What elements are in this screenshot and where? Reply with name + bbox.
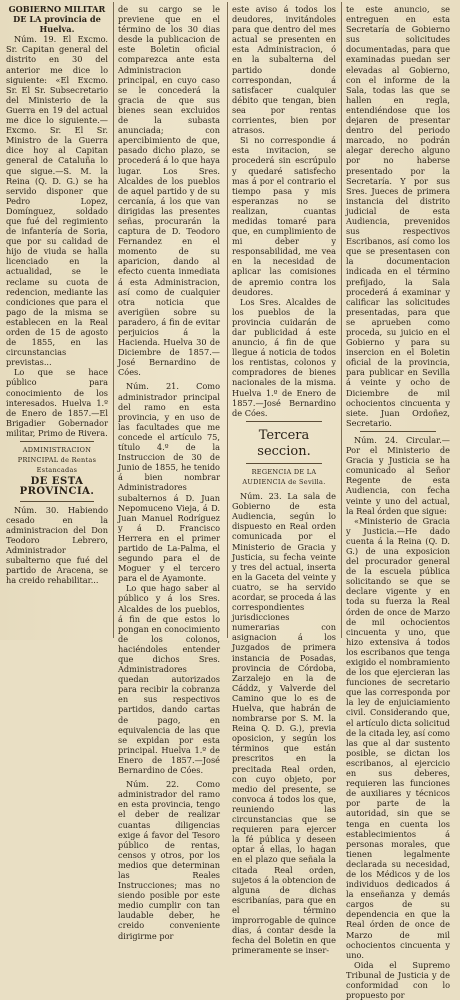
article-paragraph: Núm. 23. La sala de Gobierno de esta Audiencia, según lo dispuesto en Real orden comunicada por el Ministerio de Gracia y Justicia, su fecha veinte y tres del actual, inserta en la Gaceta del veinte y cuatro, se ha servido acordar, se proceda á las correspondientes jurisdicciones numerarias con asignacion á los Juzgados de primera instancia de Posadas, provincia de Córdoba, Zarzalejo en la de Cáddz, y Valverde del Camino que lo es de Huelva, que habrán de nombrarse por S. M. la Reina Q. D. G.), previa oposicion, y según los términos que están prescritos en la precitada Real orden, con cuyo objeto, por medio del presente, se convoca á todos los que, reuniendo las circunstancias que se requieren para ejercer la fé pública y deseen optar á ellas, lo hagan en el plazo que señala la citada Real orden, sujetos á la obtencion de alguna de dichas escribanías, para que en el término improrrogable de quince dias, á contar desde la fecha del Boletin en que primeramente se inser- xyxy=(232,491,336,956)
section-heading-tercera-seccion: Tercera seccion. xyxy=(257,427,311,459)
horizontal-rule xyxy=(20,441,94,442)
horizontal-rule xyxy=(246,421,322,422)
horizontal-rule xyxy=(246,463,322,464)
article-paragraph: Los Sres. Alcaldes de los pueblos de la provincia cuidarán de dar publicidad á este anuncio, á fin de que llegue á noticia de todos los rentistas, colonos y compradores de bienes nacionales de la misma. Huelva 1.º de Enero de 1857.—José Bernardino de Cóes. xyxy=(232,296,336,418)
section-heading-gobierno-militar: GOBIERNO MILITAR DE LA provincia de Huelva. xyxy=(8,4,106,35)
article-paragraph: Núm. 22. Como administrador del ramo en esta provincia, tengo el deber de realizar cuantas diligencias exige á favor del Tesoro público de rentas, censos y otros, por los medios que determinan las Reales Instrucciones; mas no siendo posible por este medio cumplir con tan laudable deber, he creido conveniente dirigirme por xyxy=(118,779,220,941)
section-heading-provincia: DE ESTA PROVINCIA. xyxy=(19,476,95,498)
administracion-caption: ADMINISTRACION PRINCIPAL de Rentas Estancadas xyxy=(17,446,97,475)
article-paragraph: Lo que se hace público para conocimiento de los interesados. Huelva 1.º de Enero de 1857.—El Brigadier Gobernador militar, Primo de Rivera. xyxy=(6,367,108,438)
article-paragraph: «Ministerio de Gracia y Justicia.—He dado cuenta á la Reina (Q. D. G.) de una exposicion del procurador general de la escuela pública solicitando se que se declare vigente y en toda su fuerza la Real órden de once de Marzo de mil ochocientos cincuenta y uno, que hizo extensiva á todos los escribanos que tenga exigido el nombramiento de los que ejercieran las funciones de secretario que las corresponda por la ley de enjuiciamiento civil. Considerando que, el artículo dicta solicitud de la citada ley, así como las que al dar sustento posible, se dictan los escribanos, al ejercicio en sus deberes, requieren las funciones de auxiliares y técnicos por parte de la autoridad, sin que se tenga en cuenta los establecimientos á personas morales, que tienen legalmente declarada su necesidad, de los Médicos y de los individuos dedicados á la enseñanza y demás cargos de su dependencia en que la Real órden de once de Marzo de mil ochocientos cincuenta y uno. xyxy=(346,515,450,960)
horizontal-rule xyxy=(360,431,436,432)
article-paragraph: Núm. 24. Circular.—Por el Ministerio de Gracia y Justicia se ha comunicado al Señor Regente de esta Audiencia, con fecha veinte y uno del actual, la Real órden que sigue: xyxy=(346,434,450,516)
column-1 xyxy=(6,4,108,636)
article-paragraph: Lo que hago saber al público y á los Sres. Alcaldes de los pueblos, á fin de que estos lo pongan en conocimiento de los colonos, haciéndoles entender que dichos Sres. Administradores quedan autorizados para recibir la cobranza en sus respectivos partidos, dando cartas de pago, en equivalencia de las que se expidan por esta principal. Huelva 1.º de Enero de 1857.—José Bernardino de Cóes. xyxy=(118,583,220,776)
horizontal-rule xyxy=(20,501,94,502)
article-paragraph: este aviso á todos los deudores, invitándoles para que dentro del mes actual se presenten en esta Administracion, ó en la subalterna del partido donde correspondan, á satisfacer cualquier débito que tengan, bien sea por rentas corrientes, bien por atrasos. xyxy=(232,4,336,136)
article-paragraph: te este anuncio, se entreguen en esta Secretaría de Gobierno sus solicitudes documentadas, para que examinadas puedan ser elevadas al Gobierno, con el informe de la Sala, todas las que se hallen en regla, entendiéndose que los dejaren de presentar dentro del periodo marcado, no podrán alegar derecho alguno por no haberse presentado por la Secretaría. Y por sus Sres. Jueces de primera instancia del distrito judicial de esta Audiencia, prevenidos sus respectivos Escribanos, así como los que se presentasen con la documentacion indicada en el término prefijado, la Sala procederá á examinar y calificar las solicitudes presentadas, para que se aprueben como proceda, su juicio en el Gobierno y para su insercion en el Boletin oficial de la provincia, para publicar en Sevilla á veinte y ocho de Diciembre de mil ochocientos cincuenta y siete. Juan Ordoñez, Secretario. xyxy=(346,4,450,428)
section-subheading-regencia: REGENCIA DE LA AUDIENCIA de Sevilla. xyxy=(242,467,326,486)
article-paragraph: Si no correspondie á esta invitacion, se procederá sin escrúpulo y quedaré satisfecho mas á por el contrario el tiempo pasa y mis esperanzas no se realizan, cuantas medidas tomaré para que, en cumplimiento de mi deber y responsabilidad, me vea en la necesidad de aplicar las comisiones de apremio contra los deudores. xyxy=(232,135,336,297)
column-divider xyxy=(113,2,114,638)
article-paragraph: Oida el Supremo Tribunal de Justicia y de conformidad con lo propuesto por xyxy=(346,959,450,1000)
column-divider xyxy=(227,2,228,638)
column-3 xyxy=(232,4,336,956)
article-paragraph: Núm. 19. El Excmo. Sr. Capitan general del distrito en 30 del anterior me dice lo siguiente: «El Excmo. Sr. El Sr. Subsecretario del Ministerio de la Guerra en 19 del actual me dice lo siguiente.—Excmo. Sr. El Sr. Ministro de la Guerra dice hoy al Capitan general de Cataluña lo que sigue.—S. M. la Reina (Q. D. G.) se ha servido disponer que Pedro Lopez, Domínguez, soldado que fué del regimiento de infantería de Soria, que por su calidad de hijo de viuda se halla licenciado en la actualidad, se le reclame su cuota de redencion, mediante las condiciones que para el pago de la misma se establecen en la Real orden de 15 de agosto de 1855, en las circunstancias previstas... xyxy=(6,34,108,368)
article-paragraph: Núm. 21. Como administrador principal del ramo en esta provincia, y en uso de las facultades que me concede el artículo 75, título 4.º de la Instruccion de 30 de Junio de 1855, he tenido á bien nombrar Administradores subalternos á D. Juan Nepomuceno Vieja, á D. Juan Manuel Rodríguez y á D. Francisco Herrera en el primer partido de La-Palma, el segundo para el de Moguer y el tercero para el de Ayamonte. xyxy=(118,381,220,584)
article-paragraph: de su cargo se le previene que en el término de los 30 dias desde la publicacion de este Boletin oficial comparezca ante esta Administracion principal, en cuyo caso se le concederá la gracia de que sus bienes sean excluidos de la subasta anunciada; con apercibimiento de que, pasado dicho plazo, se procederá á lo que haya lugar. Los Sres. Alcaldes de los pueblos de aquel partido y de su cercanía, á los que van dirigidas las presentes señas, procurarán la captura de D. Teodoro Fernandez en el momento de su aparicion, dando al efecto cuenta inmediata á esta Administracion, así como de cualquier otra noticia que averigüen sobre su paradero, á fin de evitar perjuicios á la Hacienda. Huelva 30 de Diciembre de 1857.—José Bernardino de Cóes. xyxy=(118,4,220,378)
column-2 xyxy=(118,4,220,941)
article-paragraph: Núm. 30. Habiendo cesado en la administracion del Don Teodoro Lebrero, Administrador subalterno que fué del partido de Aracena, se ha creido rehabilitar... xyxy=(6,504,108,586)
column-4 xyxy=(346,4,450,1000)
column-divider xyxy=(341,2,342,638)
